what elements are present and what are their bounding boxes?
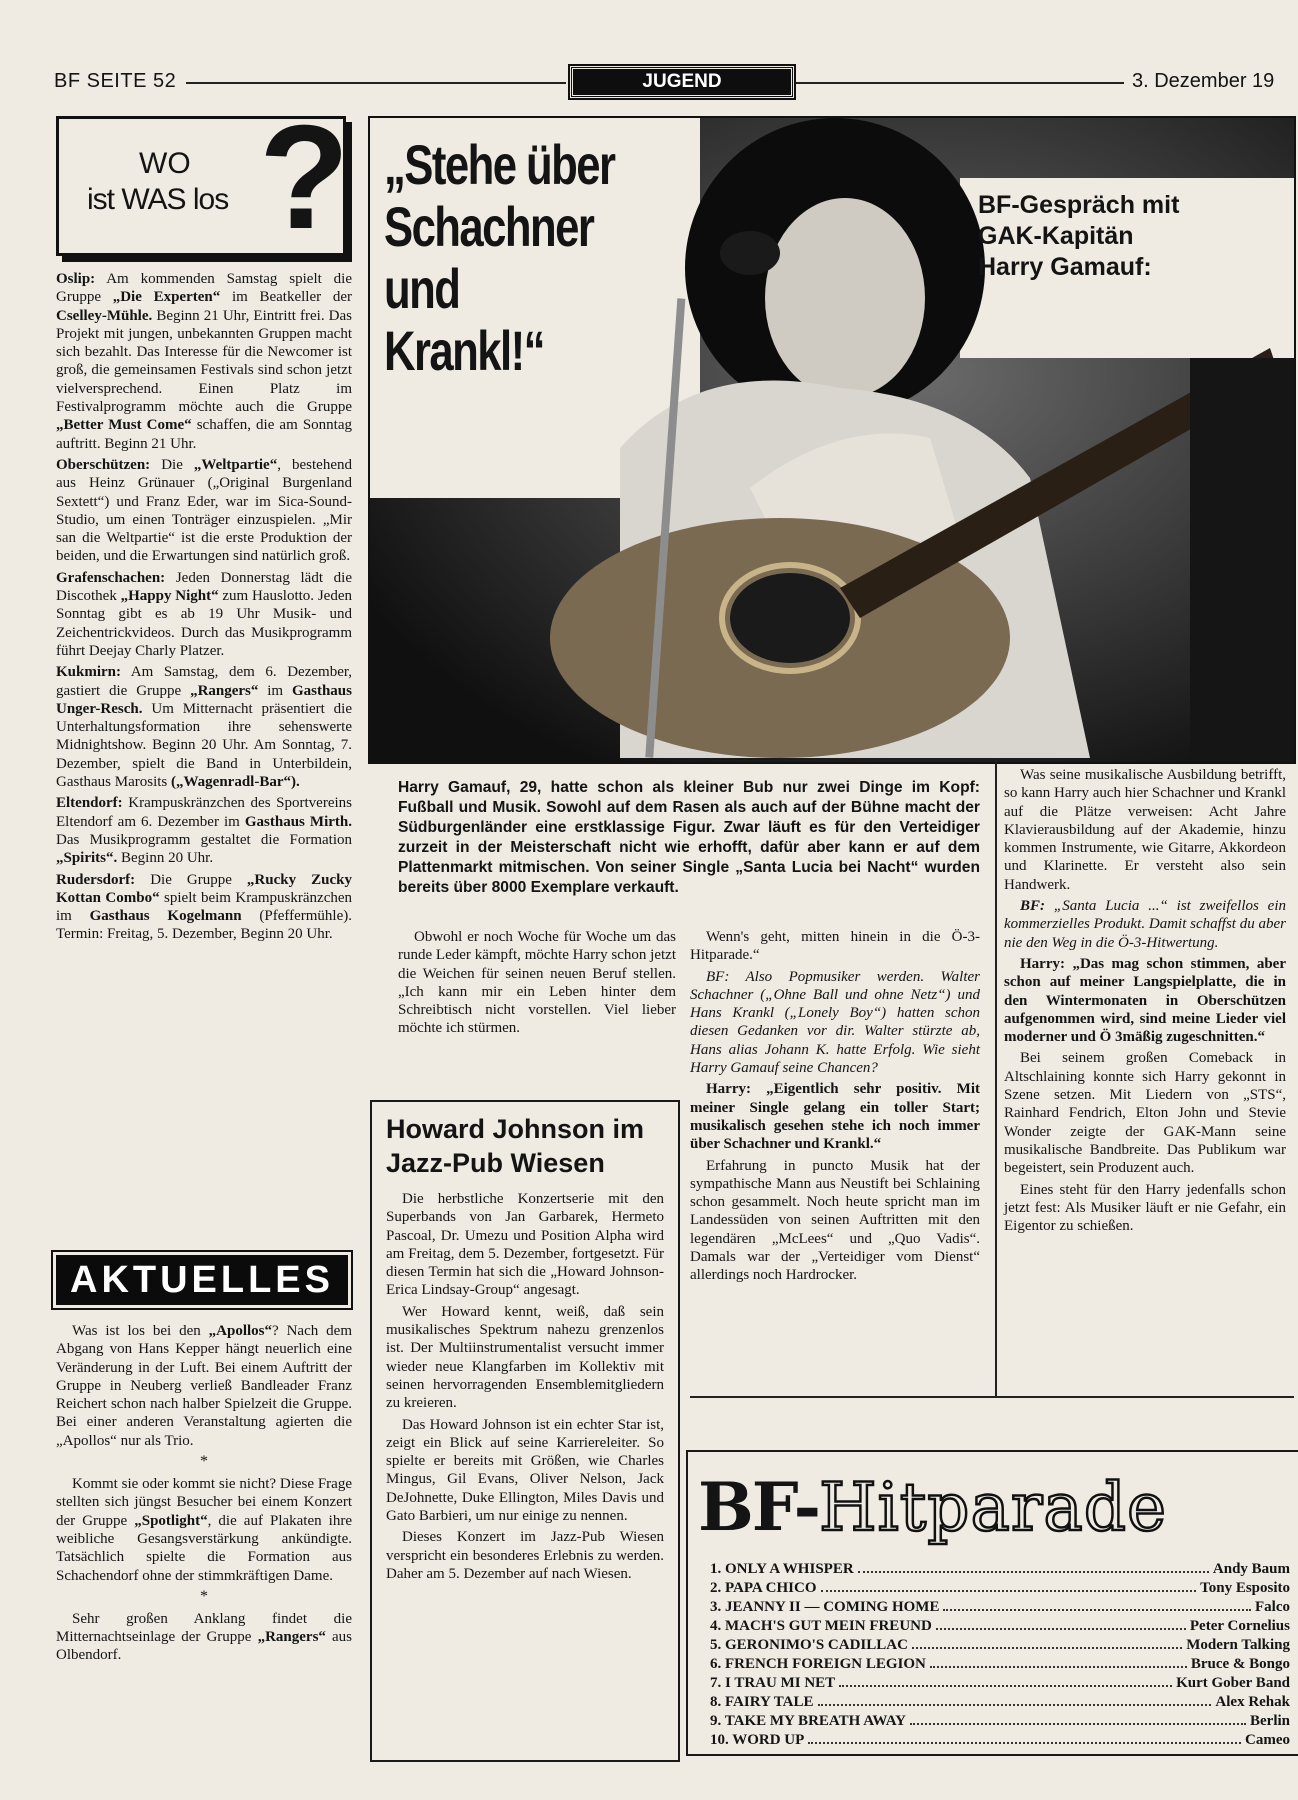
hitparade-title: 6. FRENCH FOREIGN LEGION <box>710 1656 926 1672</box>
kicker-line: Harry Gamauf: <box>978 253 1152 281</box>
issue-date: 3. Dezember 19 <box>1132 70 1275 92</box>
hitparade-row <box>710 1731 1290 1750</box>
text-run: im Beatkeller der <box>220 289 352 306</box>
text-run: Wenn's geht, mitten hinein in die Ö-3-Hitparade.“ <box>690 929 980 964</box>
feature-paragraph <box>690 928 980 965</box>
feature-paragraph <box>690 1157 980 1285</box>
hitparade-row <box>710 1617 1290 1636</box>
aktuelles-title: AKTUELLES <box>56 1255 348 1305</box>
text-run: „Spotlight“ <box>134 1512 208 1529</box>
text-run: schaffen, die am Sonntag auftritt. Beginn 21 Uhr. <box>56 417 352 452</box>
hitparade-title: 7. I TRAU MI NET <box>710 1675 836 1691</box>
text-run: ? Nach dem Abgang von Hans Kepper hängt neuerlich eine Veränderung in der Luft. Bei einem Auftritt der Gruppe in Neuberg verließ Bandleader Franz Reichert schon nach halber Spielzeit die Gruppe. Bei einer anderen Veranstaltung agierten die „Apollos“ nur als Trio. <box>56 1323 352 1449</box>
text-run: Rudersdorf: <box>56 871 136 888</box>
header-rule-right <box>796 82 1124 84</box>
hitparade-artist: Modern Talking <box>1186 1637 1290 1653</box>
hitparade-box <box>686 1450 1298 1756</box>
leader-dots <box>912 1636 1182 1649</box>
text-run: Kukmirn: <box>56 664 122 681</box>
text-run: Am kommenden Samstag spielt die Gruppe <box>56 271 352 306</box>
text-run: „Die Experten“ <box>112 289 221 306</box>
separator-star: * <box>200 1587 208 1605</box>
hitparade-row <box>710 1674 1290 1693</box>
leader-dots <box>818 1693 1212 1706</box>
leader-dots <box>943 1598 1251 1611</box>
text-run: Grafenschachen: <box>56 569 166 586</box>
headline-line: Schachner <box>384 195 594 258</box>
text-run: Jeden Donnerstag lädt die Discothek <box>56 569 352 605</box>
leader-dots <box>821 1579 1197 1592</box>
hitparade-artist: Alex Rehak <box>1215 1694 1290 1710</box>
hitparade-row <box>710 1579 1290 1598</box>
text-run: „Spirits“. <box>56 850 118 867</box>
leader-dots <box>808 1731 1241 1744</box>
feature-column-1 <box>398 928 676 1041</box>
hitparade-title: 2. PAPA CHICO <box>710 1580 817 1596</box>
badge-question-mark: ? <box>259 95 350 260</box>
hitparade-artist: Berlin <box>1250 1713 1290 1729</box>
feature-paragraph <box>690 1080 980 1153</box>
headline-line: und <box>384 257 460 320</box>
headline-line: „Stehe über <box>384 133 615 196</box>
text-run: Das Musikprogramm gestaltet die Formation <box>56 831 352 848</box>
text-run: zum Hauslotto. Jeden Sonntag gibt es ab 19 Uhr Musik- und Zeichentrickvideos. Durch das Musikprogramm führt Deejay Charly Platzer. <box>56 588 352 659</box>
text-run: aus Olbendorf. <box>56 1629 353 1664</box>
text-run: Am Samstag, dem 6. Dezember, gastiert die Gruppe <box>56 664 352 699</box>
feature-column-3 <box>1004 766 1286 1238</box>
text-run: Gasthaus Mirth. <box>244 813 353 830</box>
leader-dots <box>839 1674 1172 1687</box>
hitparade-title-rest: Hitparade <box>819 1469 1168 1546</box>
headline-line: Krankl!“ <box>384 319 544 382</box>
feature-paragraph <box>1004 1181 1286 1236</box>
text-run: „Happy Night“ <box>120 588 219 605</box>
hitparade-title-bf: BF- <box>698 1468 820 1546</box>
hitparade-row <box>710 1693 1290 1712</box>
feature-column-2 <box>690 928 980 1288</box>
hitparade-artist: Bruce & Bongo <box>1190 1656 1290 1672</box>
text-run: „Eigentlich sehr positiv. Mit meiner Single gelang ein toller Start; musikalisch gesehen stehe ich noch immer über Schachner und Krankl.“ <box>690 1081 980 1153</box>
text-run: Gasthaus Unger-Resch. <box>56 682 352 717</box>
text-run: Um Mitternacht präsentiert die Unterhaltungsformation ihre sehenswerte Midnightshow. Beginn 20 Uhr. Am Sonntag, 7. Dezember, spielt die Band in Unterbildein, Gasthaus Marosits <box>56 700 352 791</box>
text-run: (Pfeffermühle). Termin: Freitag, 5. Dezember, Beginn 20 Uhr. <box>56 908 352 943</box>
leader-dots <box>930 1655 1187 1668</box>
text-run: , bestehend aus Heinz Grünauer („Original Burgenland Sextett“) und Franz Eder, war im Sica-Sound-Studio, um einen Tonträger einzuspielen. „Mir san die Weltpartie“ ist die erste Produktion der beiden, und die Erwartungen sind natürlich groß. <box>56 456 352 565</box>
badge-line-1: WO <box>139 147 191 180</box>
text-run: Kommt sie oder kommt sie nicht? Diese Frage stellten sich jüngst Besucher bei einem Konzert der Gruppe <box>56 1476 352 1529</box>
events-column <box>56 270 352 947</box>
feature-photo <box>368 116 1296 764</box>
text-run: Oberschützen: <box>56 456 151 473</box>
section-label: JUGEND <box>570 66 794 98</box>
text-run: Cselley-Mühle. <box>56 307 153 324</box>
text-run: „Rucky Zucky Kottan Combo“ <box>56 871 352 906</box>
feature-kicker <box>978 190 1179 283</box>
text-run: Eines steht für den Harry jedenfalls schon jetzt fest: Als Musiker läuft er nie Gefahr, ein Eigentor zu schießen. <box>1004 1181 1286 1235</box>
howard-paragraph <box>386 1190 664 1300</box>
hitparade-title <box>698 1468 1167 1546</box>
text-run: Das Howard Johnson ist ein echter Star ist, zeigt ein Blick auf seine Karriereleiter. So spielte er bereits mit Größen, wie Charles Mingus, Gil Evans, Oliver Nelson, Jack DeJohnette, Duke Ellington, Miles Davis und Gato Barbieri, um nur einige zu nennen. <box>386 1416 664 1525</box>
howard-johnson-box <box>370 1100 680 1762</box>
text-run: Harry: <box>1020 955 1065 972</box>
text-run: „Weltpartie“ <box>193 456 278 473</box>
hitparade-row <box>710 1560 1290 1579</box>
feature-paragraph <box>690 968 980 1078</box>
badge-line-2: ist WAS los <box>87 183 229 216</box>
hitparade-artist: Falco <box>1255 1599 1290 1615</box>
aktuelles-column <box>56 1322 352 1668</box>
text-run: Was seine musikalische Ausbildung betrifft, so kann Harry auch hier Schachner und Krankl auf die Plätze verweisen: Acht Jahre Klavierausbildung auf der Akademie, hinzu kommen Instrumente, wie Gitarre, Akkordeon und Klarinette. Er versteht also sein Handwerk. <box>1004 767 1286 893</box>
text-run: Beginn 20 Uhr. <box>117 850 214 867</box>
hitparade-row <box>710 1712 1290 1731</box>
howard-column <box>386 1190 664 1586</box>
text-run: Dieses Konzert im Jazz-Pub Wiesen verspricht ein besonderes Erlebnis zu werden. Daher am 5. Dezember auf nach Wiesen. <box>386 1529 664 1582</box>
event-item <box>56 794 352 867</box>
text-run: Bei seinem großen Comeback in Altschlaining konnte sich Harry gekonnt in Szene setzen. Mit Liedern von „STS“, Rainhard Fendrich, Elton John und Stevie Wonder zeigte der GAK-Mann seine musikalische Bandbreite. Das Publikum war begeistert, sein Produzent auch. <box>1004 1050 1286 1177</box>
feature-divider <box>995 760 997 1396</box>
text-run: („Wagenradl-Bar“). <box>171 774 300 791</box>
text-run: Gasthaus Kogelmann <box>89 908 242 925</box>
howard-paragraph <box>386 1528 664 1583</box>
hitparade-title: 1. ONLY A WHISPER <box>710 1561 854 1577</box>
kicker-line: GAK-Kapitän <box>978 222 1134 250</box>
event-item <box>56 270 352 453</box>
text-run: Was ist los bei den <box>72 1323 209 1339</box>
text-run: „Better Must Come“ <box>56 417 192 434</box>
hitparade-row <box>710 1636 1290 1655</box>
text-run: „Rangers“ <box>257 1629 326 1646</box>
text-run: Harry: <box>706 1081 751 1098</box>
text-run: spielt beim Krampuskränzchen im <box>56 889 353 925</box>
text-run: Die Gruppe <box>135 871 247 888</box>
text-run: Wer Howard kennt, weiß, daß sein musikalisches Spektrum nahezu grenzenlos ist. Der Multiinstrumentalist versucht immer wieder neue Klangfarben im Kollektiv mit seinen hervorragenden Ensemblemitgliedern zu kreieren. <box>386 1303 664 1412</box>
leader-dots <box>936 1617 1186 1630</box>
feature-paragraph <box>398 928 676 1038</box>
text-run: im <box>258 682 292 699</box>
header-rule-left <box>186 82 566 84</box>
text-run: BF: Also Popmusiker werden. Walter Schachner („Ohne Ball und ohne Netz“) und Hans Krankl („Lonely Boy“) hatten schon diesen Gedanken vor dir. Walter stürzte ab, Hans alias Johann K. hatte Erfolg. Wie sieht Harry Gamauf seine Chancen? <box>690 968 980 1077</box>
text-run: , die auf Plakaten ihre weibliche Gesangsverstärkung ankündigte. Tatsächlich spielte die Formation aus Schachendorf ohne der stimmkräftigen Dame. <box>56 1512 353 1584</box>
hitparade-title: 4. MACH'S GUT MEIN FREUND <box>710 1618 932 1634</box>
text-run: Obwohl er noch Woche für Woche um das runde Leder kämpft, möchte Harry schon jetzt die Weichen für seinen neuen Beruf stellen. „Ich kann mir ein Leben hinter dem Schreibtisch nicht vorstellen. Viel lieber möchte ich stürmen. <box>398 929 676 1037</box>
text-run: Sehr großen Anklang findet die Mitternachtseinlage der Gruppe <box>56 1610 352 1646</box>
text-run: „Rangers“ <box>190 682 259 699</box>
hitparade-artist: Andy Baum <box>1212 1561 1290 1577</box>
feature-paragraph <box>1004 897 1286 952</box>
aktuelles-item <box>56 1610 352 1665</box>
hitparade-title: 10. WORD UP <box>710 1732 805 1748</box>
feature-headline <box>384 134 618 382</box>
hitparade-artist: Peter Cornelius <box>1189 1618 1290 1634</box>
leader-dots <box>858 1560 1209 1573</box>
aktuelles-item <box>56 1322 352 1450</box>
feature-paragraph <box>1004 955 1286 1046</box>
howard-paragraph <box>386 1416 664 1526</box>
text-run: Krampuskränzchen des Sportvereins Eltendorf am 6. Dezember im <box>56 795 352 830</box>
kicker-line: BF-Gespräch mit <box>978 191 1180 219</box>
text-run: Eltendorf: <box>56 795 123 812</box>
feature-bottom-rule <box>690 1396 1294 1398</box>
page-label: BF SEITE 52 <box>54 70 177 92</box>
feature-lead: Harry Gamauf, 29, hatte schon als kleiner Bub nur zwei Dinge im Kopf: Fußball und Musik. Sowohl auf dem Rasen als auch auf der Bühne macht der Südburgenländer eine erstklassige Figur. Zwar läuft es für den Verteidiger zurzeit in der Meisterschaft nicht wie erhofft, dafür aber kann er auf dem Plattenmarkt mitmischen. Von seiner Single „Santa Lucia bei Nacht“ wurden bereits über 8000 Exemplare verkauft. <box>398 779 980 896</box>
hitparade-artist: Tony Esposito <box>1200 1580 1290 1596</box>
event-item <box>56 871 352 944</box>
hitparade-title: 9. TAKE MY BREATH AWAY <box>710 1713 907 1729</box>
text-run: BF: <box>1020 898 1046 915</box>
text-run: „Das mag schon stimmen, aber schon auf meiner Langspielplatte, die in den Wintermonaten in Oberschützen aufgenommen wird, sind meine Lieder viel moderner und Ö 3mäßig zugeschnitten.“ <box>1004 955 1286 1046</box>
text-run: Beginn 21 Uhr, Eintritt frei. Das Projekt mit jungen, unbekannten Gruppen macht sich bezahlt. Das Interesse für die Newcomer ist groß, die gemeinsamen Festivals sind schon jetzt vielversprechend. Einen Platz im Festivalprogramm möchte auch die Gruppe <box>56 307 352 416</box>
event-item <box>56 569 352 660</box>
hitparade-row <box>710 1598 1290 1617</box>
hitparade-row <box>710 1655 1290 1674</box>
hitparade-list <box>710 1560 1290 1750</box>
text-run: Die <box>150 456 194 473</box>
text-run: Oslip: <box>56 271 96 287</box>
hitparade-artist: Cameo <box>1245 1732 1290 1748</box>
text-run: „Apollos“ <box>208 1323 273 1339</box>
hitparade-title: 8. FAIRY TALE <box>710 1694 814 1710</box>
text-run: „Santa Lucia ...“ ist zweifellos ein kommerzielles Produkt. Damit schaffst du aber nie den Weg in die Ö-3-Hitwertung. <box>1004 898 1286 951</box>
hitparade-title: 5. GERONIMO'S CADILLAC <box>710 1637 908 1653</box>
feature-paragraph <box>1004 766 1286 894</box>
text-run: Die herbstliche Konzertserie mit den Superbands von Jan Garbarek, Hermeto Pascoal, Dr. Umezu und Position Alpha wird am Freitag, dem 5. Dezember, fortgesetzt. Für diesen Termin hat sich die „Howard Johnson-Erica Lindsay-Group“ angesagt. <box>386 1191 664 1299</box>
feature-paragraph <box>1004 1049 1286 1177</box>
event-item <box>56 456 352 566</box>
text-run: Erfahrung in puncto Musik hat der sympathische Mann aus Neustift bei Schlaining schon gesammelt. Noch heute spricht man im Landessüden von seinen Auftritten mit den legendären „McLees“ und „Quo Vadis“. Damals war der „Verteidiger vom Dienst“ allerdings noch Hardrocker. <box>690 1157 980 1284</box>
hitparade-title: 3. JEANNY II — COMING HOME <box>710 1599 940 1615</box>
separator-star: * <box>200 1453 208 1471</box>
aktuelles-item <box>56 1475 352 1585</box>
howard-title-2: Jazz-Pub Wiesen <box>386 1148 605 1178</box>
event-item <box>56 663 352 791</box>
leader-dots <box>910 1712 1246 1725</box>
howard-paragraph <box>386 1303 664 1413</box>
hitparade-artist: Kurt Gober Band <box>1176 1675 1290 1691</box>
howard-title-1: Howard Johnson im <box>386 1114 645 1144</box>
wo-ist-was-los-badge <box>56 95 350 260</box>
